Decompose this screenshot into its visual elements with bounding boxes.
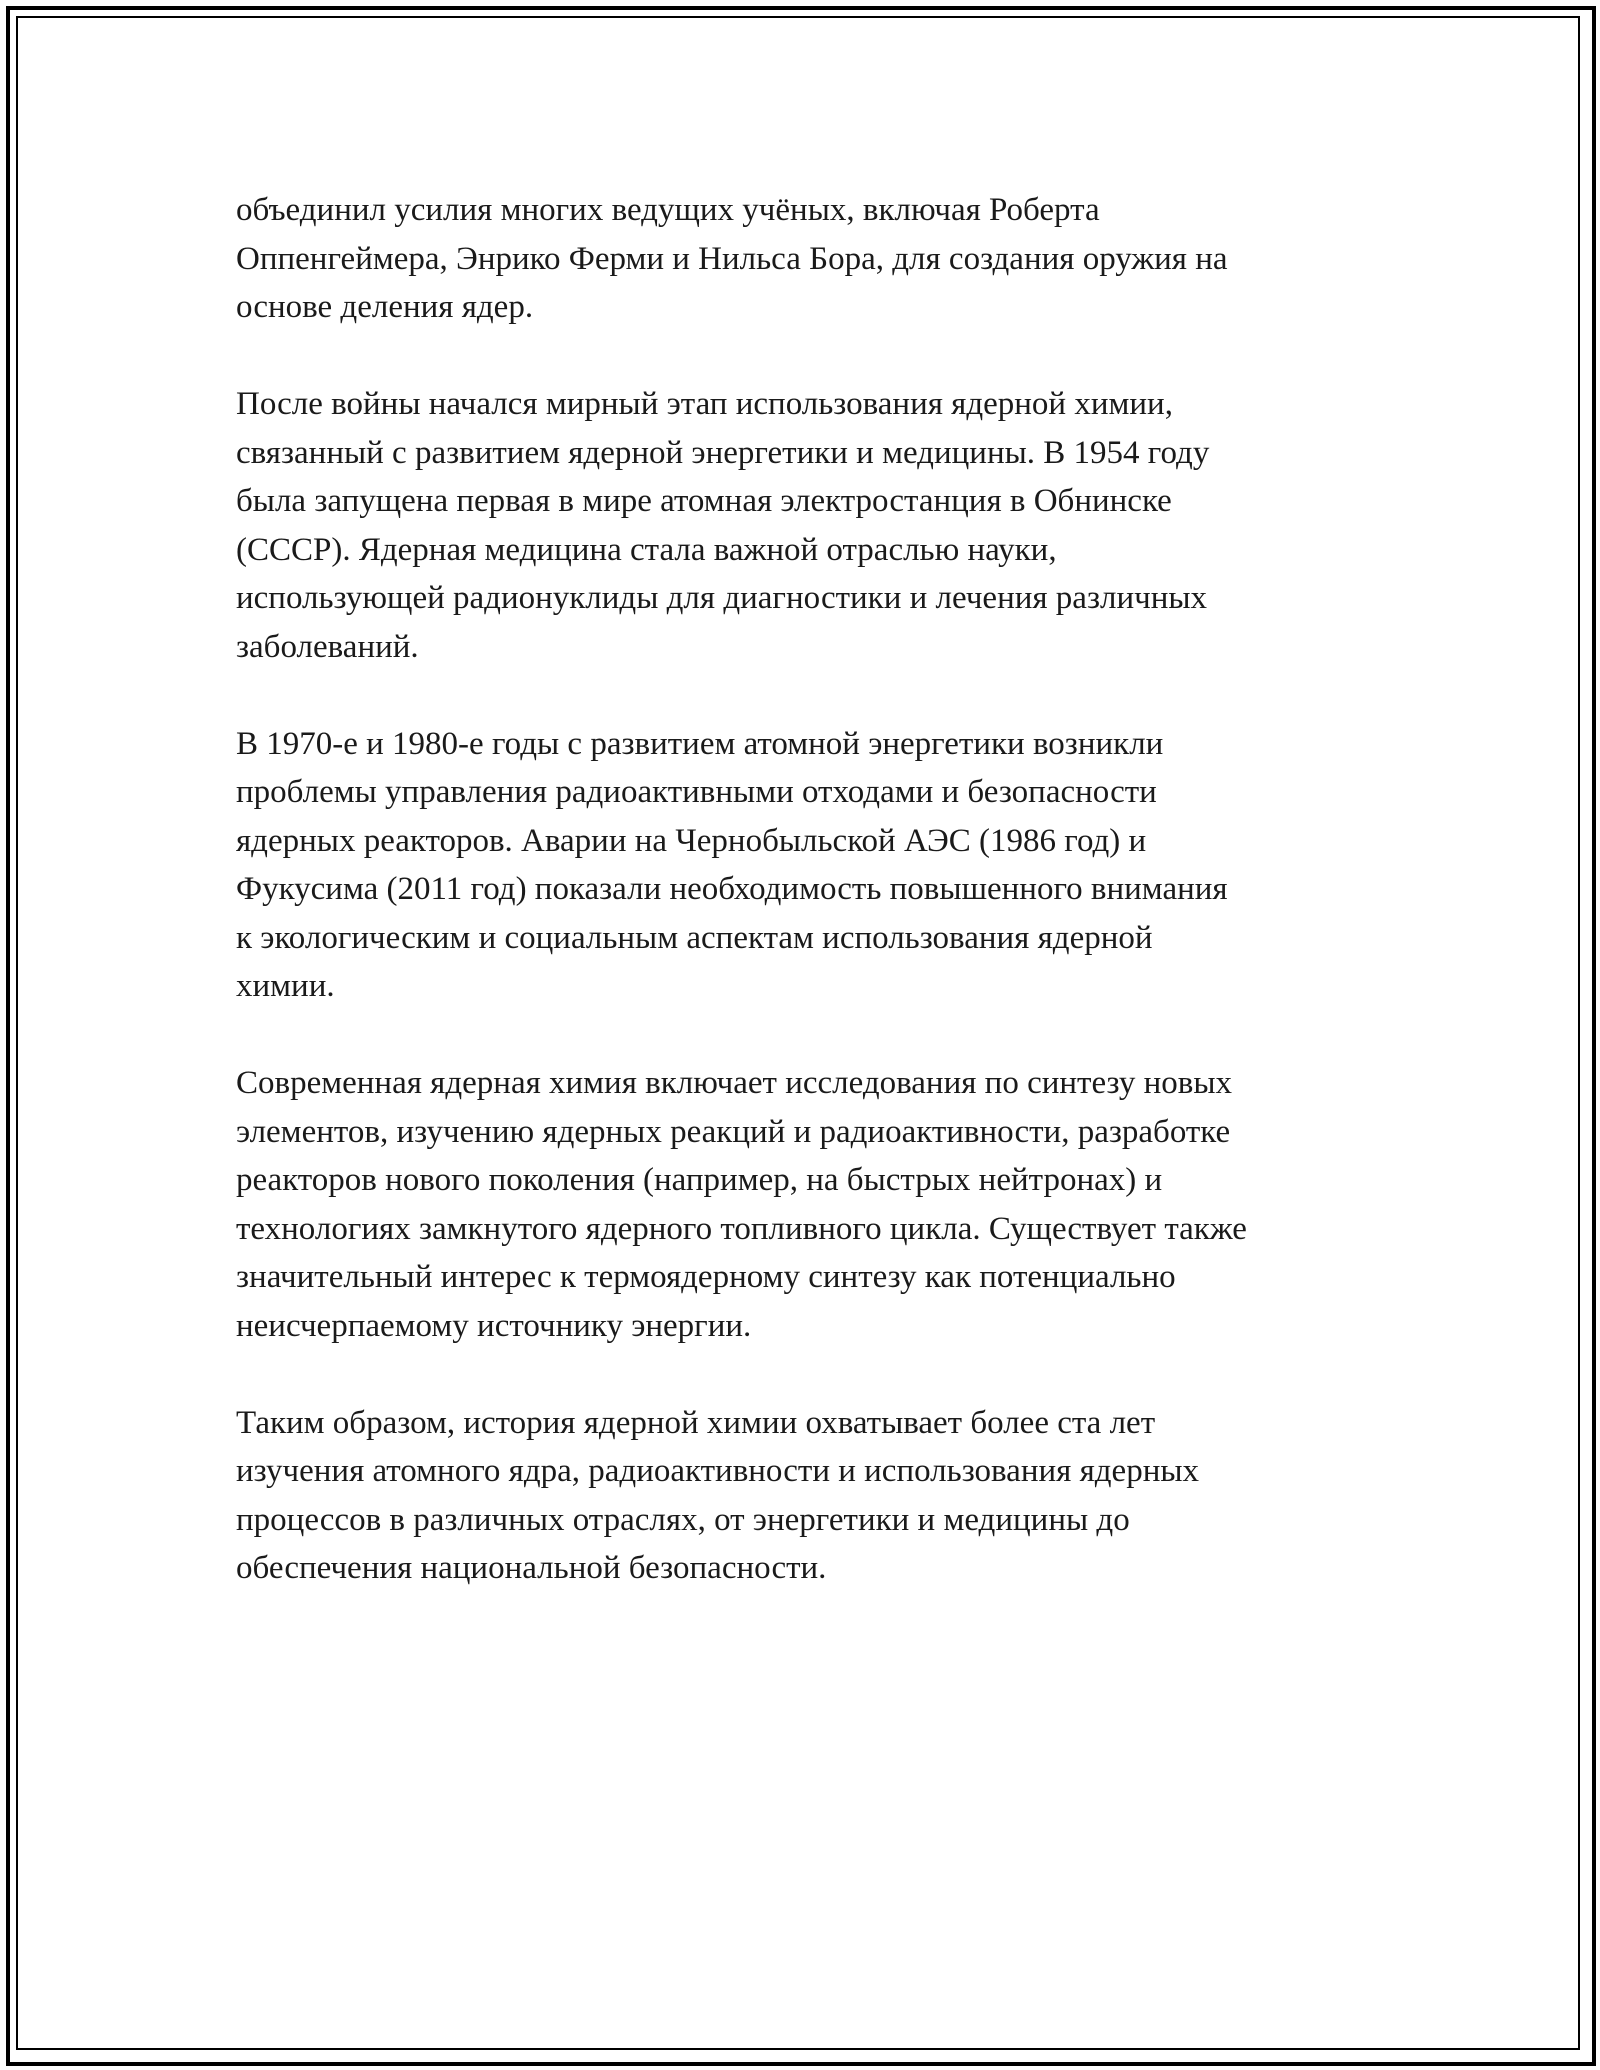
text-line: изучения атомного ядра, радиоактивности и использования ядерных (236, 1453, 1200, 1489)
text-line: Современная ядерная химия включает исследования по синтезу новых (236, 1065, 1233, 1101)
text-line: процессов в различных отраслях, от энергетики и медицины до (236, 1501, 1130, 1538)
text-line: ядерных реакторов. Аварии на Чернобыльской АЭС (1986 год) и (236, 822, 1147, 859)
text-line: связанный с развитием ядерной энергетики и медицины. В 1954 году (236, 434, 1210, 471)
text-line: После войны начался мирный этап использования ядерной химии, (236, 386, 1173, 422)
text-line: проблемы управления радиоактивными отходами и безопасности (236, 774, 1157, 810)
text-line: заболеваний. (236, 628, 419, 665)
text-line: Фукусима (2011 год) показали необходимость повышенного внимания (236, 871, 1228, 907)
text-line: технологиях замкнутого ядерного топливного цикла. Существует также (236, 1210, 1247, 1247)
paragraph-5 (236, 1399, 1376, 1593)
document-body (236, 186, 1376, 1641)
text-line: была запущена первая в мире атомная электростанция в Обнинске (236, 483, 1172, 519)
paragraph-1 (236, 186, 1376, 332)
text-line: Таким образом, история ядерной химии охватывает более ста лет (236, 1404, 1156, 1441)
text-line: основе деления ядер. (236, 289, 534, 325)
text-line: Оппенгеймера, Энрико Ферми и Нильса Бора, для создания оружия на (236, 240, 1228, 277)
text-line: В 1970-е и 1980-е годы с развитием атомной энергетики возникли (236, 725, 1164, 762)
text-line: к экологическим и социальным аспектам использования ядерной (236, 919, 1153, 956)
text-line: (СССР). Ядерная медицина стала важной отраслью науки, (236, 531, 1057, 568)
paragraph-2 (236, 380, 1376, 671)
paragraph-3 (236, 720, 1376, 1011)
text-line: реакторов нового поколения (например, на быстрых нейтронах) и (236, 1162, 1163, 1198)
text-line: обеспечения национальной безопасности. (236, 1550, 827, 1586)
paragraph-4 (236, 1059, 1376, 1350)
text-line: объединил усилия многих ведущих учёных, включая Роберта (236, 192, 1100, 228)
text-line: химии. (236, 968, 335, 1004)
text-line: значительный интерес к термоядерному синтезу как потенциально (236, 1259, 1176, 1295)
text-line: неисчерпаемому источнику энергии. (236, 1307, 752, 1344)
text-line: использующей радионуклиды для диагностики и лечения различных (236, 580, 1208, 616)
text-line: элементов, изучению ядерных реакций и радиоактивности, разработке (236, 1113, 1231, 1150)
